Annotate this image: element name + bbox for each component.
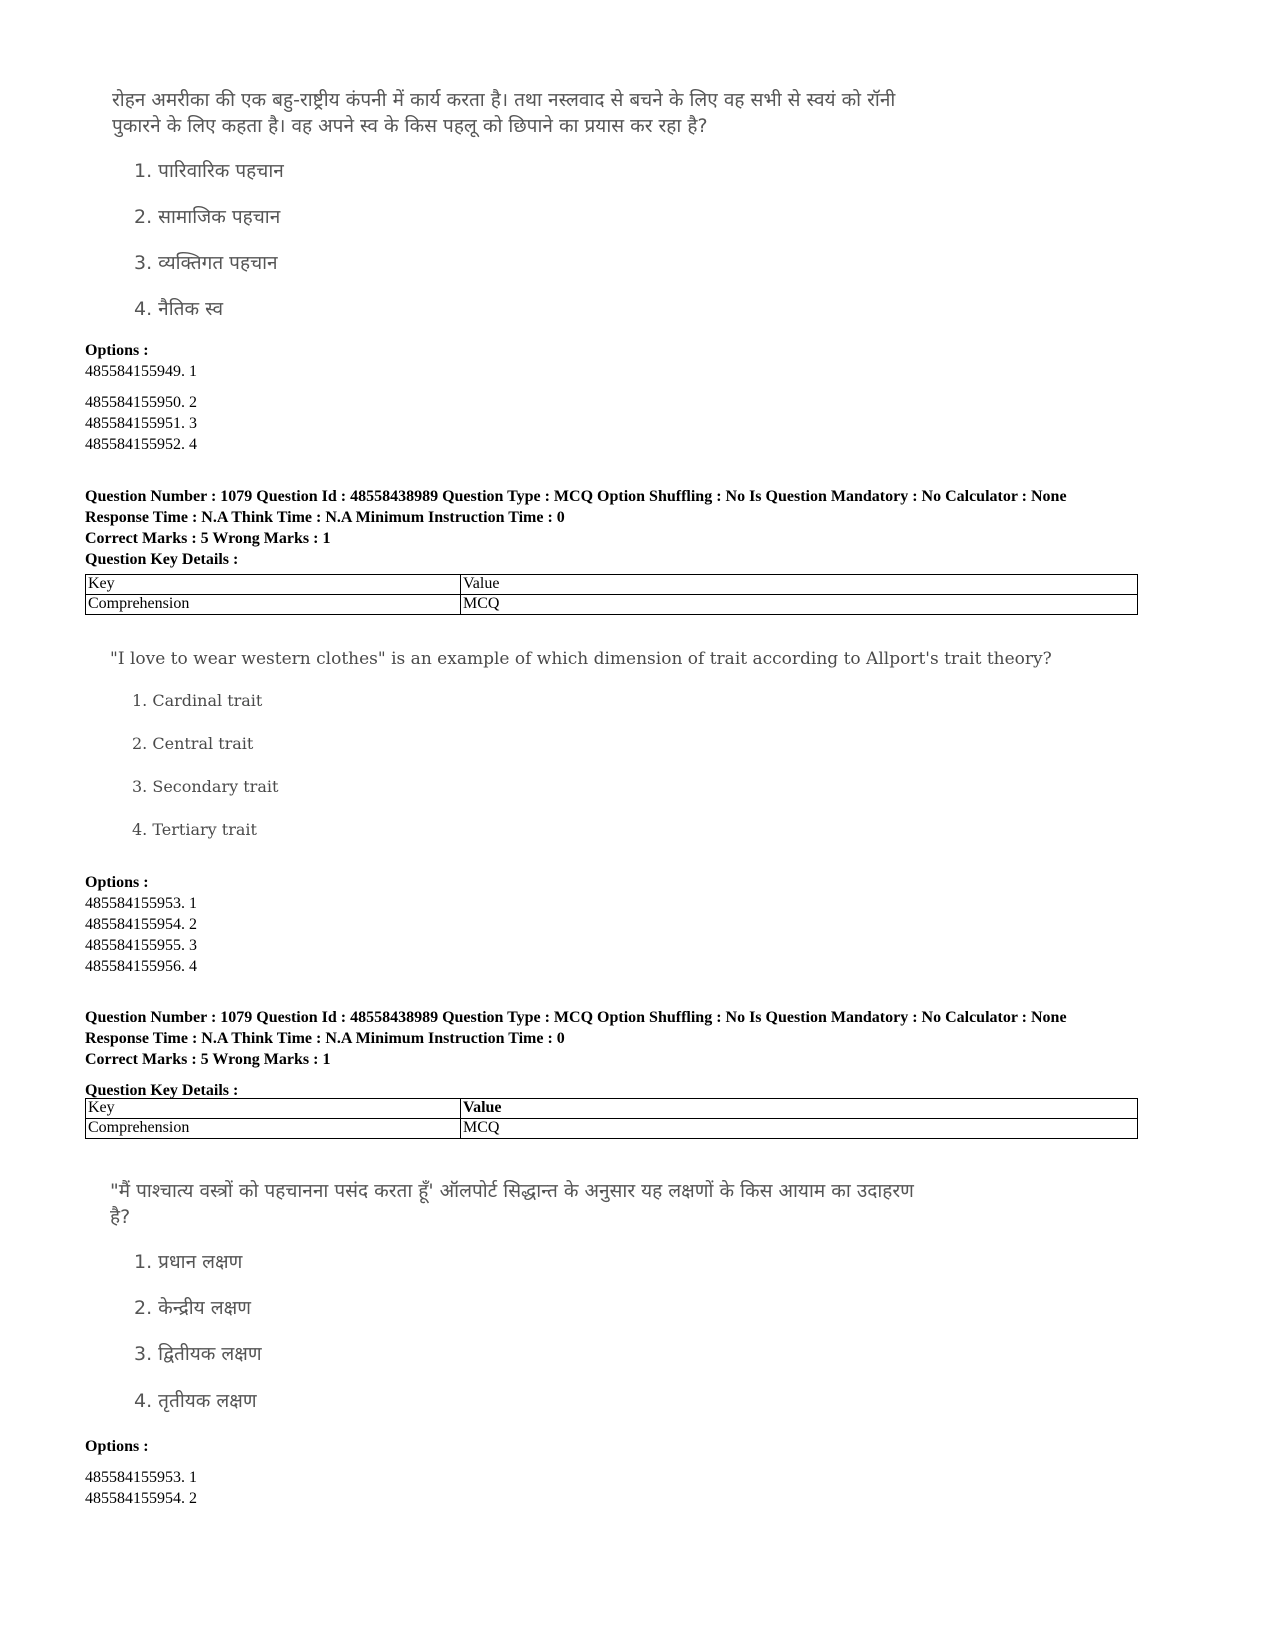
table-header-value: Value (461, 575, 1138, 595)
question-meta-line: Question Number : 1079 Question Id : 48558438989 Question Type : MCQ Option Shuffling : No Is Question Mandatory : No Calculator : None (85, 1009, 1067, 1026)
question-meta-line: Response Time : N.A Think Time : N.A Minimum Instruction Time : 0 (85, 1030, 565, 1047)
table-header-key: Key (86, 1099, 461, 1119)
choice-item: 2. केन्द्रीय लक्षण (134, 1297, 251, 1319)
table-cell-key: Comprehension (86, 1119, 461, 1139)
choice-item: 4. तृतीयक लक्षण (134, 1390, 257, 1412)
option-id: 485584155950. 2 (85, 394, 197, 411)
question-line: "मैं पाश्चात्य वस्त्रों को पहचानना पसंद करता हूँ' ऑलपोर्ट सिद्धान्त के अनुसार यह लक्षणों के किस आयाम का उदाहरण (110, 1180, 914, 1202)
option-id: 485584155956. 4 (85, 958, 197, 975)
option-id: 485584155949. 1 (85, 363, 197, 380)
table-cell-value: MCQ (461, 1119, 1138, 1139)
table-cell-value: MCQ (461, 595, 1138, 615)
question-line: रोहन अमरीका की एक बहु-राष्ट्रीय कंपनी में कार्य करता है। तथा नस्लवाद से बचने के लिए वह सभी से स्वयं को रॉनी (112, 89, 896, 111)
options-label: Options : (85, 874, 149, 891)
question-meta-line: Correct Marks : 5 Wrong Marks : 1 (85, 1051, 331, 1068)
options-label: Options : (85, 1438, 149, 1455)
option-id: 485584155951. 3 (85, 415, 197, 432)
choice-item: 2. Central trait (132, 734, 254, 753)
choice-item: 4. Tertiary trait (132, 820, 257, 839)
option-id: 485584155952. 4 (85, 436, 197, 453)
choice-item: 1. Cardinal trait (132, 691, 263, 710)
key-value-table (85, 1098, 1138, 1139)
option-id: 485584155954. 2 (85, 1490, 197, 1507)
choice-item: 1. पारिवारिक पहचान (134, 160, 284, 182)
question-line: "I love to wear western clothes" is an example of which dimension of trait according to Allport's trait theory? (110, 649, 1052, 669)
option-id: 485584155954. 2 (85, 916, 197, 933)
choice-item: 3. द्वितीयक लक्षण (134, 1343, 262, 1365)
question-meta-line: Response Time : N.A Think Time : N.A Minimum Instruction Time : 0 (85, 509, 565, 526)
question-meta-line: Question Number : 1079 Question Id : 48558438989 Question Type : MCQ Option Shuffling : No Is Question Mandatory : No Calculator : None (85, 488, 1067, 505)
question-key-details-label: Question Key Details : (85, 551, 239, 568)
question-line: है? (110, 1206, 131, 1228)
option-id: 485584155955. 3 (85, 937, 197, 954)
options-label: Options : (85, 342, 149, 359)
choice-item: 2. सामाजिक पहचान (134, 206, 281, 228)
question-key-details-label: Question Key Details : (85, 1082, 239, 1099)
key-value-table (85, 574, 1138, 615)
choice-item: 1. प्रधान लक्षण (134, 1251, 243, 1273)
table-header-key: Key (86, 575, 461, 595)
option-id: 485584155953. 1 (85, 1469, 197, 1486)
choice-item: 3. Secondary trait (132, 777, 279, 796)
choice-item: 4. नैतिक स्व (134, 298, 224, 320)
question-meta-line: Correct Marks : 5 Wrong Marks : 1 (85, 530, 331, 547)
table-cell-key: Comprehension (86, 595, 461, 615)
question-line: पुकारने के लिए कहता है। वह अपने स्व के किस पहलू को छिपाने का प्रयास कर रहा है? (112, 115, 708, 137)
table-header-value: Value (461, 1099, 1138, 1119)
option-id: 485584155953. 1 (85, 895, 197, 912)
choice-item: 3. व्यक्तिगत पहचान (134, 252, 278, 274)
